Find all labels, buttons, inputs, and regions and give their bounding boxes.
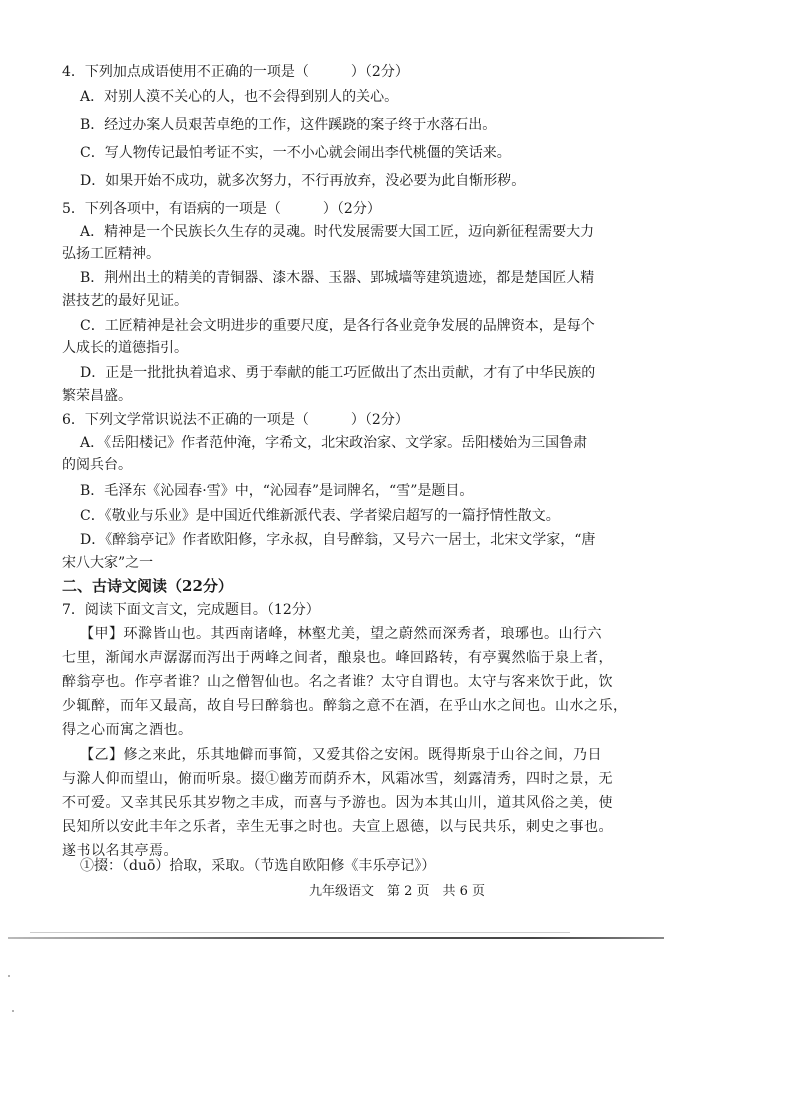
q4-stem: 4．下列加点成语使用不正确的一项是（ ）（2分） bbox=[62, 64, 409, 80]
q5-option-c-line2: 人成长的道德指引。 bbox=[62, 340, 188, 356]
page-footer: 九年级语文 第 2 页 共 6 页 bbox=[308, 884, 486, 899]
q5-option-a-line2: 弘扬工匠精神。 bbox=[62, 246, 160, 262]
q6-option-d-line1: D．《醉翁亭记》作者欧阳修，字永叔，自号醉翁，又号六一居士，北宋文学家，“唐 bbox=[80, 532, 596, 548]
passage-yi-line: 民知所以安此丰年之乐者，幸生无事之时也。夫宣上恩德，以与民共乐，刺史之事也。 bbox=[62, 819, 613, 835]
section-heading: 二、古诗文阅读（22分） bbox=[62, 577, 233, 595]
q6-stem: 6．下列文学常识说法不正确的一项是（ ）（2分） bbox=[62, 412, 409, 428]
q5-option-a-line1: A．精神是一个民族长久生存的灵魂。时代发展需要大国工匠，迈向新征程需要大力 bbox=[80, 224, 595, 240]
q5-option-b-line1: B．荆州出土的精美的青铜器、漆木器、玉器、郢城墙等建筑遗迹，都是楚国匠人精 bbox=[80, 270, 595, 286]
passage-yi-line: 与滁人仰而望山，俯而听泉。掇①幽芳而荫乔木，风霜冰雪，刻露清秀，四时之景，无 bbox=[62, 771, 613, 787]
q4-option-a: A．对别人漠不关心的人，也不会得到别人的关心。 bbox=[80, 89, 399, 105]
q6-option-c: C．《敬业与乐业》是中国近代维新派代表、学者梁启超写的一篇抒情性散文。 bbox=[80, 508, 560, 524]
q5-stem: 5．下列各项中，有语病的一项是（ ）（2分） bbox=[62, 201, 381, 217]
q5-option-b-line2: 湛技艺的最好见证。 bbox=[62, 293, 188, 309]
q6-option-d-line2: 宋八大家”之一 bbox=[62, 555, 154, 571]
q5-option-c-line1: C．工匠精神是社会文明进步的重要尺度，是各行各业竞争发展的品牌资本，是每个 bbox=[80, 318, 595, 334]
passage-jia-line: 得之心而寓之酒也。 bbox=[62, 722, 193, 738]
footnote: ①掇：（duō）拾取，采取。（节选自欧阳修《丰乐亭记》） bbox=[80, 858, 436, 874]
q5-option-d-line2: 繁荣昌盛。 bbox=[62, 388, 132, 404]
q4-option-b: B．经过办案人员艰苦卓绝的工作，这件蹊跷的案子终于水落石出。 bbox=[80, 117, 497, 133]
q4-option-d: D．如果开始不成功，就多次努力，不行再放弃，没必要为此自惭形秽。 bbox=[80, 173, 526, 189]
scan-speck bbox=[12, 1010, 14, 1012]
scan-artifact-line bbox=[8, 937, 664, 939]
q6-option-a-line2: 的阅兵台。 bbox=[62, 457, 132, 473]
passage-jia-line: 少辄醉，而年又最高，故自号曰醉翁也。醉翁之意不在酒，在乎山水之间也。山水之乐， bbox=[62, 698, 628, 714]
passage-jia-line: 【甲】环滁皆山也。其西南诸峰，林壑尤美，望之蔚然而深秀者，琅琊也。山行六 bbox=[80, 626, 602, 642]
passage-jia-line: 七里，渐闻水声潺潺而泻出于两峰之间者，酿泉也。峰回路转，有亭翼然临于泉上者， bbox=[62, 650, 613, 666]
scan-speck bbox=[8, 975, 10, 977]
q6-option-a-line1: A．《岳阳楼记》作者范仲淹，字希文，北宋政治家、文学家。岳阳楼始为三国鲁肃 bbox=[80, 435, 588, 451]
q7-stem: 7．阅读下面文言文，完成题目。（12分） bbox=[62, 602, 320, 618]
passage-jia-line: 醉翁亭也。作亭者谁？山之僧智仙也。名之者谁？太守自谓也。太守与客来饮于此，饮 bbox=[62, 674, 613, 690]
passage-yi-line: 不可爱。又幸其民乐其岁物之丰成，而喜与予游也。因为本其山川，道其风俗之美，使 bbox=[62, 795, 613, 811]
q4-option-c: C．写人物传记最怕考证不实，一不小心就会闹出李代桃僵的笑话来。 bbox=[80, 145, 511, 161]
scan-artifact-line bbox=[30, 932, 570, 933]
passage-yi-line: 遂书以名其亭焉。 bbox=[62, 843, 178, 859]
passage-yi-line: 【乙】修之来此，乐其地僻而事简，又爱其俗之安闲。既得斯泉于山谷之间，乃日 bbox=[80, 747, 602, 763]
q6-option-b: B．毛泽东《沁园春·雪》中，“沁园春”是词牌名，“雪”是题目。 bbox=[80, 483, 474, 499]
q5-option-d-line1: D．正是一批批执着追求、勇于奉献的能工巧匠做出了杰出贡献，才有了中华民族的 bbox=[80, 365, 596, 381]
